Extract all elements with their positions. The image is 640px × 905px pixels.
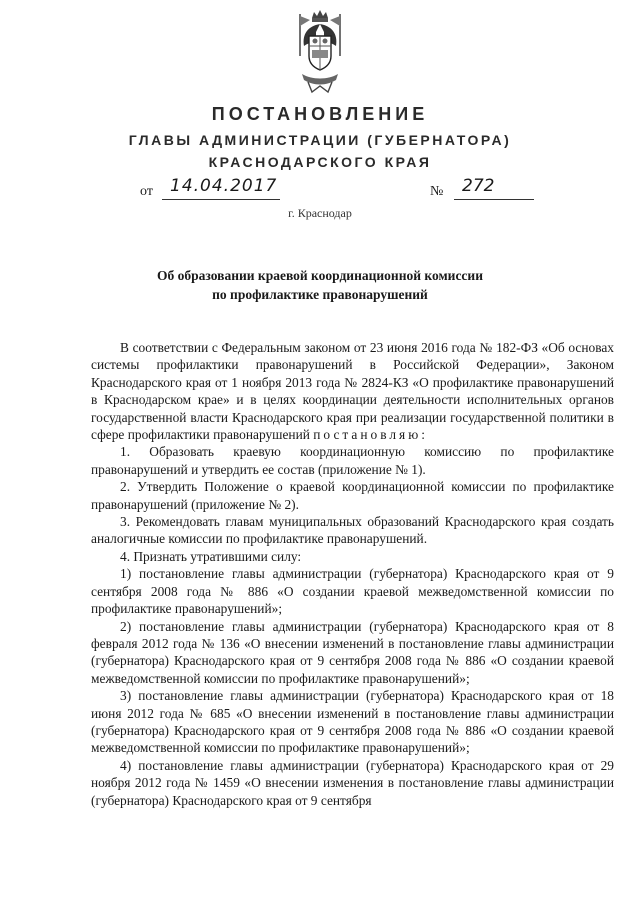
title-line: по профилактике правонарушений — [212, 287, 428, 302]
preamble-paragraph — [91, 339, 614, 443]
clause-1: 1. Образовать краевую координационную комиссию по профилактике правонарушений и утвердить ее состав (приложение № 1). — [91, 444, 614, 477]
number-label: № — [430, 184, 444, 199]
clause-4: 4. Признать утратившими силу: — [120, 548, 302, 564]
title-line: Об образовании краевой координационной комиссии — [157, 268, 483, 283]
issue-city: г. Краснодар — [288, 206, 352, 220]
document-body — [91, 339, 614, 809]
region-heading: КРАСНОДАРСКОГО КРАЯ — [208, 154, 432, 170]
clause-2: 2. Утвердить Положение о краевой координационной комиссии по профилактике правонарушений (приложение № 2). — [91, 479, 614, 512]
coat-of-arms-icon — [294, 8, 346, 94]
document-number: 272 — [454, 176, 534, 200]
document-type-heading: ПОСТАНОВЛЕНИЕ — [211, 104, 429, 124]
clause-3: 3. Рекомендовать главам муниципальных образований Краснодарского края создать аналогичные комиссии по профилактике правонарушений. — [91, 514, 614, 547]
issuer-heading: ГЛАВЫ АДМИНИСТРАЦИИ (ГУБЕРНАТОРА) — [128, 132, 512, 148]
clause-4-item-4: 4) постановление главы администрации (губернатора) Краснодарского края от 29 ноября 2012 года № 1459 «О внесении изменения в постановление главы администрации (губернатора) Краснодарского края от 9 сентября — [91, 757, 614, 808]
document-date: 14.04.2017 — [162, 176, 280, 200]
clause-4-item-1: 1) постановление главы администрации (губернатора) Краснодарского края от 9 сентября 2008 года № 886 «О создании краевой межведомственной комиссии по профилактике правонарушений»; — [91, 566, 614, 617]
preamble-text: В соответствии с Федеральным законом от 23 июня 2016 года № 182-ФЗ «Об основах системы профилактики правонарушений в Российской Федерации», Законом Краснодарского края от 1 ноября 2013 года № 2824-КЗ «О профилактике правонарушений в Краснодарском крае» и в целях координации деятельности исполнительных органов государственной власти Краснодарского края при реализации государственной политики в сфере профилактики правонарушений — [91, 340, 614, 443]
decree-word: постановляю: — [313, 427, 428, 443]
document-title — [0, 266, 640, 304]
clause-4-item-3: 3) постановление главы администрации (губернатора) Краснодарского края от 18 июня 2012 года № 685 «О внесении изменений в постановление главы администрации (губернатора) Краснодарского края от 9 сентября 2008 года № 886 «О создании краевой межведомственной комиссии по профилактике правонарушений»; — [91, 688, 614, 756]
clause-4-item-2: 2) постановление главы администрации (губернатора) Краснодарского края от 8 февраля 2012 года № 136 «О внесении изменений в постановление главы администрации (губернатора) Краснодарского края от 9 сентября 2008 года № 886 «О создании краевой межведомственной комиссии по профилактике правонарушений»; — [91, 618, 614, 686]
date-label: от — [140, 184, 153, 199]
